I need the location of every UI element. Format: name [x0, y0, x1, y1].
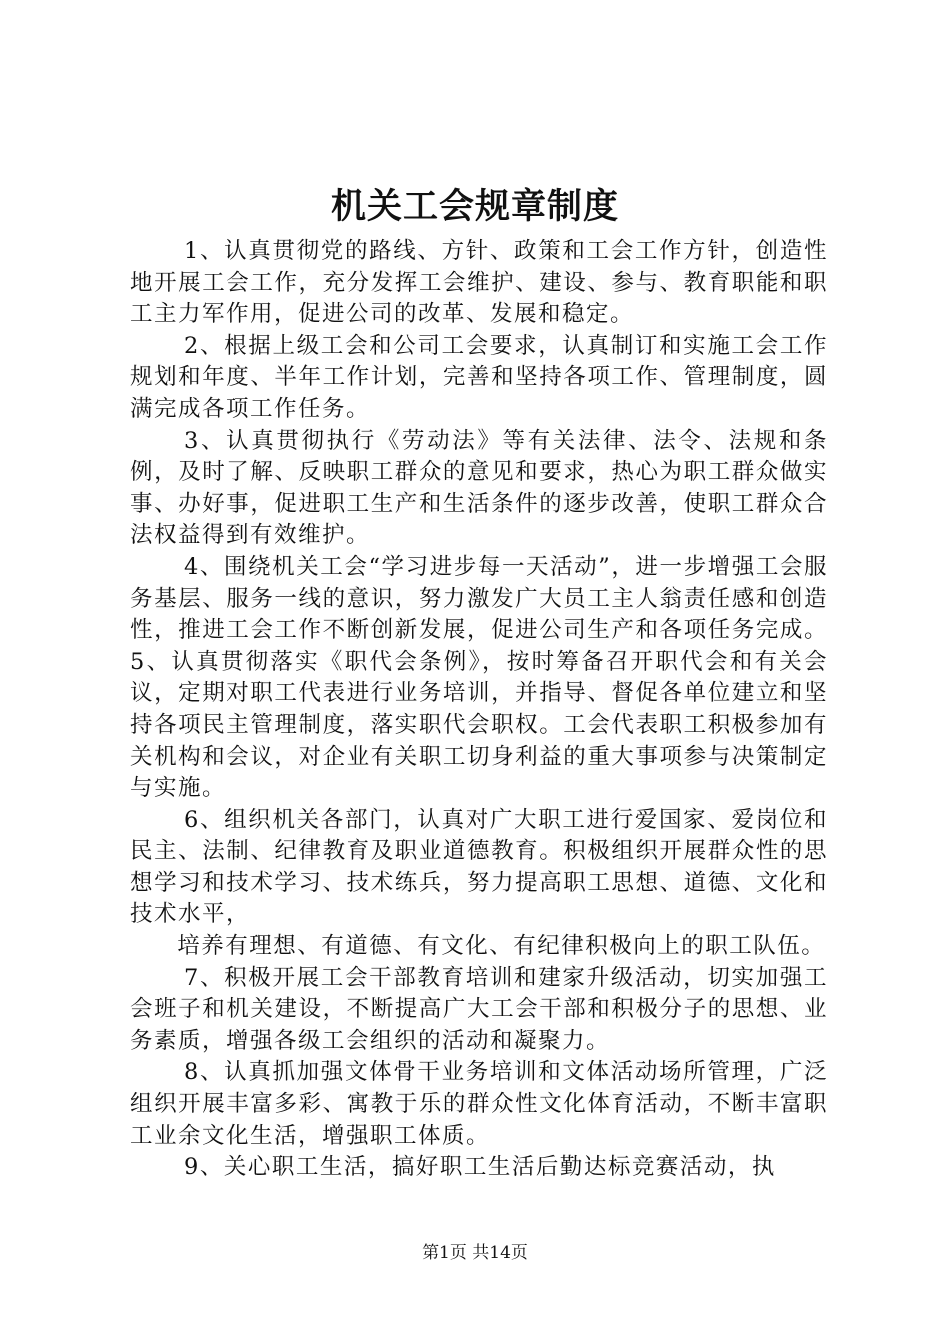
- paragraph-1: 1、认真贯彻党的路线、方针、政策和工会工作方针，创造性地开展工会工作，充分发挥工会维护、建设、参与、教育职能和职工主力军作用，促进公司的改革、发展和稳定。: [130, 238, 828, 328]
- paragraph-8: 8、认真抓加强文体骨干业务培训和文体活动场所管理，广泛组织开展丰富多彩、寓教于乐的群众性文化体育活动，不断丰富职工业余文化生活，增强职工体质。: [130, 1059, 828, 1149]
- paragraph-9: 9、关心职工生活，搞好职工生活后勤达标竞赛活动，执: [184, 1154, 776, 1181]
- document-title: 机关工会规章制度: [330, 186, 619, 227]
- paragraph-7: 7、积极开展工会干部教育培训和建家升级活动，切实加强工会班子和机关建设，不断提高广大工会干部和积极分子的思想、业务素质，增强各级工会组织的活动和凝聚力。: [130, 964, 828, 1054]
- page-footer: 第1页 共14页: [422, 1243, 528, 1263]
- paragraph-2: 2、根据上级工会和公司工会要求，认真制订和实施工会工作规划和年度、半年工作计划，完善和坚持各项工作、管理制度，圆满完成各项工作任务。: [130, 332, 828, 422]
- paragraph-6: 6、组织机关各部门，认真对广大职工进行爱国家、爱岗位和民主、法制、纪律教育及职业道德教育。积极组织开展群众性的思想学习和技术学习、技术练兵，努力提高职工思想、道德、文化和技术水平，: [130, 806, 828, 928]
- paragraph-6-continued: 培养有理想、有道德、有文化、有纪律积极向上的职工队伍。: [177, 933, 826, 960]
- paragraph-4-5: 4、围绕机关工会“学习进步每一天活动”，进一步增强工会服务基层、服务一线的意识，努力激发广大员工主人翁责任感和创造性，推进工会工作不断创新发展，促进公司生产和各项任务完成。5、认真贯彻落实《职代会条例》，按时筹备召开职代会和有关会议，定期对职工代表进行业务培训，并指导、督促各单位建立和坚持各项民主管理制度，落实职代会职权。工会代表职工积极参加有关机构和会议，对企业有关职工切身利益的重大事项参与决策制定与实施。: [130, 553, 828, 802]
- document-body: [130, 236, 828, 1184]
- paragraph-3: 3、认真贯彻执行《劳动法》等有关法律、法令、法规和条例，及时了解、反映职工群众的意见和要求，热心为职工群众做实事、办好事，促进职工生产和生活条件的逐步改善，使职工群众合法权益得到有效维护。: [130, 427, 828, 549]
